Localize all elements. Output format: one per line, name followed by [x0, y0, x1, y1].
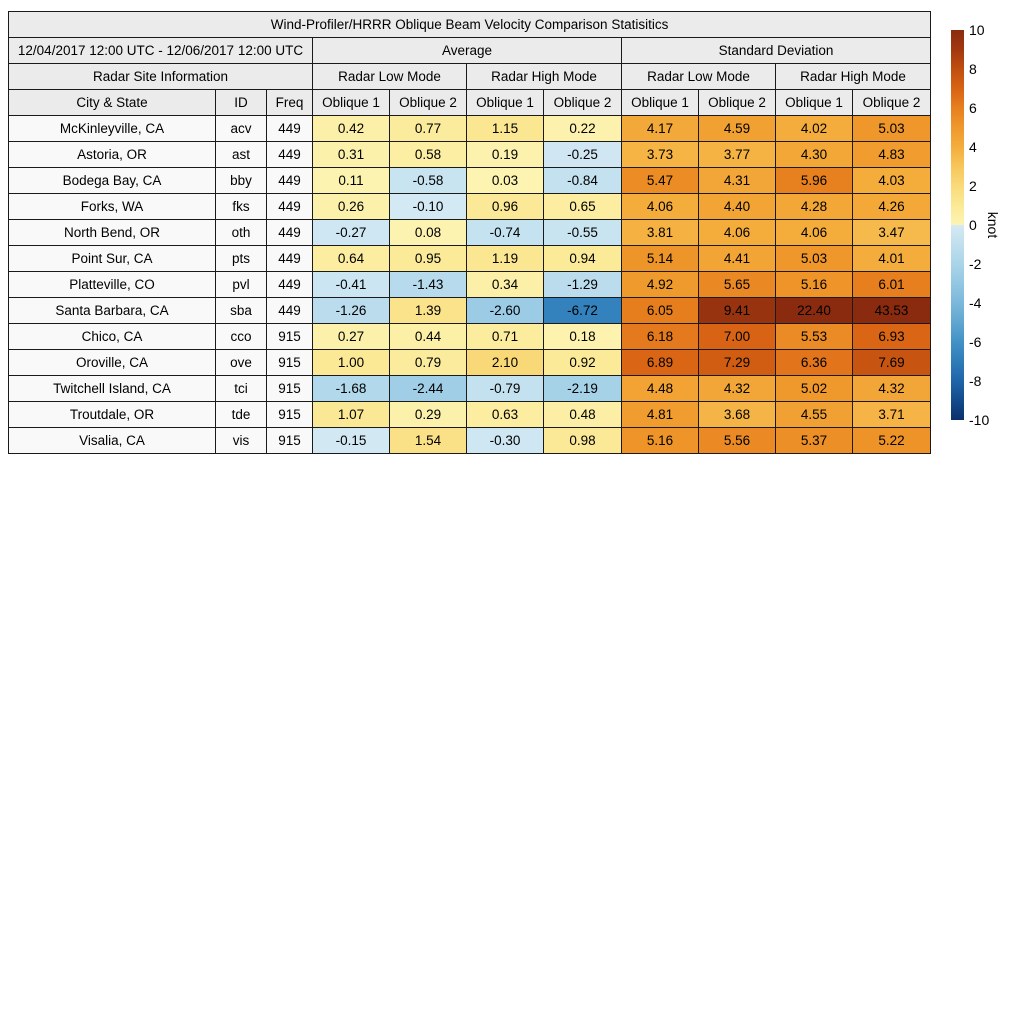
freq-cell: 449: [267, 116, 313, 142]
value-cell: -2.44: [390, 376, 467, 402]
city-cell: Astoria, OR: [9, 142, 216, 168]
value-cell: 0.94: [544, 246, 622, 272]
oblique2-header: Oblique 2: [544, 90, 622, 116]
table-row: [9, 220, 931, 246]
value-cell: 4.17: [622, 116, 699, 142]
value-cell: 4.31: [699, 168, 776, 194]
value-cell: 0.11: [313, 168, 390, 194]
site-info-header: Radar Site Information: [9, 64, 313, 90]
value-cell: 4.81: [622, 402, 699, 428]
date-range: 12/04/2017 12:00 UTC - 12/06/2017 12:00 UTC: [9, 38, 313, 64]
table-row: [9, 428, 931, 454]
id-cell: pvl: [216, 272, 267, 298]
value-cell: 4.32: [699, 376, 776, 402]
value-cell: 4.48: [622, 376, 699, 402]
avg-high-mode-header: Radar High Mode: [467, 64, 622, 90]
value-cell: 5.22: [853, 428, 931, 454]
value-cell: -2.19: [544, 376, 622, 402]
oblique2-header: Oblique 2: [390, 90, 467, 116]
value-cell: 4.06: [776, 220, 853, 246]
value-cell: 6.05: [622, 298, 699, 324]
freq-cell: 449: [267, 168, 313, 194]
statistics-table: [8, 11, 931, 454]
value-cell: -0.55: [544, 220, 622, 246]
value-cell: -0.15: [313, 428, 390, 454]
value-cell: 4.40: [699, 194, 776, 220]
city-cell: Forks, WA: [9, 194, 216, 220]
value-cell: -0.84: [544, 168, 622, 194]
id-cell: bby: [216, 168, 267, 194]
column-header-row: [9, 90, 931, 116]
value-cell: 5.02: [776, 376, 853, 402]
freq-cell: 449: [267, 246, 313, 272]
city-cell: Platteville, CO: [9, 272, 216, 298]
table-row: [9, 194, 931, 220]
value-cell: 43.53: [853, 298, 931, 324]
freq-cell: 449: [267, 194, 313, 220]
value-cell: 4.28: [776, 194, 853, 220]
table-title: Wind-Profiler/HRRR Oblique Beam Velocity Comparison Statisitics: [9, 12, 931, 38]
value-cell: 2.10: [467, 350, 544, 376]
value-cell: 7.00: [699, 324, 776, 350]
value-cell: 4.06: [622, 194, 699, 220]
value-cell: -0.30: [467, 428, 544, 454]
value-cell: -0.25: [544, 142, 622, 168]
value-cell: 4.59: [699, 116, 776, 142]
freq-cell: 915: [267, 376, 313, 402]
value-cell: 3.81: [622, 220, 699, 246]
value-cell: 3.47: [853, 220, 931, 246]
city-cell: North Bend, OR: [9, 220, 216, 246]
id-cell: tci: [216, 376, 267, 402]
colorbar-gradient: [951, 30, 964, 420]
value-cell: 1.39: [390, 298, 467, 324]
value-cell: 4.30: [776, 142, 853, 168]
freq-cell: 915: [267, 402, 313, 428]
value-cell: 0.27: [313, 324, 390, 350]
table-row: [9, 142, 931, 168]
value-cell: 1.15: [467, 116, 544, 142]
city-cell: Chico, CA: [9, 324, 216, 350]
value-cell: 0.95: [390, 246, 467, 272]
colorbar-tick-label: -6: [969, 334, 982, 350]
colorbar-tick-label: 2: [969, 178, 977, 194]
colorbar-tick-label: 6: [969, 100, 977, 116]
value-cell: 5.03: [853, 116, 931, 142]
value-cell: 0.42: [313, 116, 390, 142]
table-row: [9, 324, 931, 350]
table-row: [9, 116, 931, 142]
value-cell: -6.72: [544, 298, 622, 324]
value-cell: 1.54: [390, 428, 467, 454]
value-cell: 0.64: [313, 246, 390, 272]
colorbar-tick-label: -2: [969, 256, 982, 272]
freq-cell: 449: [267, 220, 313, 246]
freq-cell: 449: [267, 142, 313, 168]
value-cell: 4.92: [622, 272, 699, 298]
value-cell: -0.10: [390, 194, 467, 220]
value-cell: 4.03: [853, 168, 931, 194]
freq-cell: 915: [267, 350, 313, 376]
id-cell: acv: [216, 116, 267, 142]
value-cell: 0.92: [544, 350, 622, 376]
oblique1-header: Oblique 1: [467, 90, 544, 116]
value-cell: -0.58: [390, 168, 467, 194]
value-cell: 0.63: [467, 402, 544, 428]
city-cell: Santa Barbara, CA: [9, 298, 216, 324]
freq-cell: 915: [267, 428, 313, 454]
value-cell: 4.26: [853, 194, 931, 220]
table-row: [9, 246, 931, 272]
value-cell: 5.37: [776, 428, 853, 454]
id-cell: vis: [216, 428, 267, 454]
value-cell: 5.14: [622, 246, 699, 272]
mode-header-row: [9, 64, 931, 90]
colorbar-tick-label: 4: [969, 139, 977, 155]
value-cell: 0.44: [390, 324, 467, 350]
value-cell: 3.77: [699, 142, 776, 168]
value-cell: 6.01: [853, 272, 931, 298]
colorbar-tick-label: -4: [969, 295, 982, 311]
value-cell: 22.40: [776, 298, 853, 324]
city-cell: Visalia, CA: [9, 428, 216, 454]
value-cell: 5.16: [776, 272, 853, 298]
table-row: [9, 376, 931, 402]
id-header: ID: [216, 90, 267, 116]
std-low-mode-header: Radar Low Mode: [622, 64, 776, 90]
value-cell: 5.03: [776, 246, 853, 272]
value-cell: -1.68: [313, 376, 390, 402]
avg-low-mode-header: Radar Low Mode: [313, 64, 467, 90]
value-cell: 4.41: [699, 246, 776, 272]
value-cell: 5.53: [776, 324, 853, 350]
value-cell: 0.79: [390, 350, 467, 376]
value-cell: -1.43: [390, 272, 467, 298]
value-cell: 6.93: [853, 324, 931, 350]
id-cell: fks: [216, 194, 267, 220]
value-cell: 4.32: [853, 376, 931, 402]
value-cell: -2.60: [467, 298, 544, 324]
city-cell: Twitchell Island, CA: [9, 376, 216, 402]
id-cell: pts: [216, 246, 267, 272]
value-cell: 0.48: [544, 402, 622, 428]
value-cell: 0.19: [467, 142, 544, 168]
id-cell: sba: [216, 298, 267, 324]
value-cell: 7.29: [699, 350, 776, 376]
value-cell: 0.71: [467, 324, 544, 350]
value-cell: 5.96: [776, 168, 853, 194]
table-row: [9, 402, 931, 428]
colorbar-tick-label: 8: [969, 61, 977, 77]
value-cell: -0.79: [467, 376, 544, 402]
table-row: [9, 168, 931, 194]
value-cell: 0.31: [313, 142, 390, 168]
colorbar-tick-label: 0: [969, 217, 977, 233]
value-cell: -0.27: [313, 220, 390, 246]
title-row: [9, 12, 931, 38]
value-cell: -1.26: [313, 298, 390, 324]
colorbar-unit-label: knot: [985, 211, 1001, 239]
value-cell: 4.55: [776, 402, 853, 428]
table-row: [9, 298, 931, 324]
value-cell: 1.07: [313, 402, 390, 428]
id-cell: cco: [216, 324, 267, 350]
city-header: City & State: [9, 90, 216, 116]
value-cell: -0.74: [467, 220, 544, 246]
id-cell: tde: [216, 402, 267, 428]
freq-cell: 449: [267, 298, 313, 324]
value-cell: 5.47: [622, 168, 699, 194]
stddev-group-header: Standard Deviation: [622, 38, 931, 64]
value-cell: 3.68: [699, 402, 776, 428]
value-cell: 0.98: [544, 428, 622, 454]
value-cell: 0.08: [390, 220, 467, 246]
value-cell: 4.02: [776, 116, 853, 142]
id-cell: ove: [216, 350, 267, 376]
value-cell: 4.06: [699, 220, 776, 246]
freq-header: Freq: [267, 90, 313, 116]
oblique1-header: Oblique 1: [313, 90, 390, 116]
value-cell: 4.01: [853, 246, 931, 272]
oblique1-header: Oblique 1: [622, 90, 699, 116]
value-cell: 3.73: [622, 142, 699, 168]
table-row: [9, 272, 931, 298]
value-cell: 1.19: [467, 246, 544, 272]
value-cell: 0.26: [313, 194, 390, 220]
table-row: [9, 350, 931, 376]
value-cell: 0.29: [390, 402, 467, 428]
value-cell: 0.58: [390, 142, 467, 168]
std-high-mode-header: Radar High Mode: [776, 64, 931, 90]
value-cell: 0.18: [544, 324, 622, 350]
average-group-header: Average: [313, 38, 622, 64]
city-cell: Troutdale, OR: [9, 402, 216, 428]
group-header-row: [9, 38, 931, 64]
city-cell: McKinleyville, CA: [9, 116, 216, 142]
colorbar-tick-label: 10: [969, 22, 985, 38]
colorbar-tick-label: -10: [969, 412, 990, 428]
value-cell: -1.29: [544, 272, 622, 298]
id-cell: oth: [216, 220, 267, 246]
value-cell: 0.77: [390, 116, 467, 142]
colorbar-tick-label: -8: [969, 373, 982, 389]
value-cell: 0.03: [467, 168, 544, 194]
city-cell: Oroville, CA: [9, 350, 216, 376]
value-cell: 4.83: [853, 142, 931, 168]
oblique2-header: Oblique 2: [853, 90, 931, 116]
value-cell: 6.18: [622, 324, 699, 350]
value-cell: -0.41: [313, 272, 390, 298]
value-cell: 0.65: [544, 194, 622, 220]
value-cell: 0.96: [467, 194, 544, 220]
value-cell: 9.41: [699, 298, 776, 324]
value-cell: 7.69: [853, 350, 931, 376]
value-cell: 5.56: [699, 428, 776, 454]
value-cell: 3.71: [853, 402, 931, 428]
city-cell: Point Sur, CA: [9, 246, 216, 272]
value-cell: 5.65: [699, 272, 776, 298]
id-cell: ast: [216, 142, 267, 168]
value-cell: 0.22: [544, 116, 622, 142]
freq-cell: 915: [267, 324, 313, 350]
value-cell: 5.16: [622, 428, 699, 454]
value-cell: 0.34: [467, 272, 544, 298]
oblique1-header: Oblique 1: [776, 90, 853, 116]
oblique2-header: Oblique 2: [699, 90, 776, 116]
value-cell: 6.89: [622, 350, 699, 376]
value-cell: 1.00: [313, 350, 390, 376]
city-cell: Bodega Bay, CA: [9, 168, 216, 194]
freq-cell: 449: [267, 272, 313, 298]
value-cell: 6.36: [776, 350, 853, 376]
